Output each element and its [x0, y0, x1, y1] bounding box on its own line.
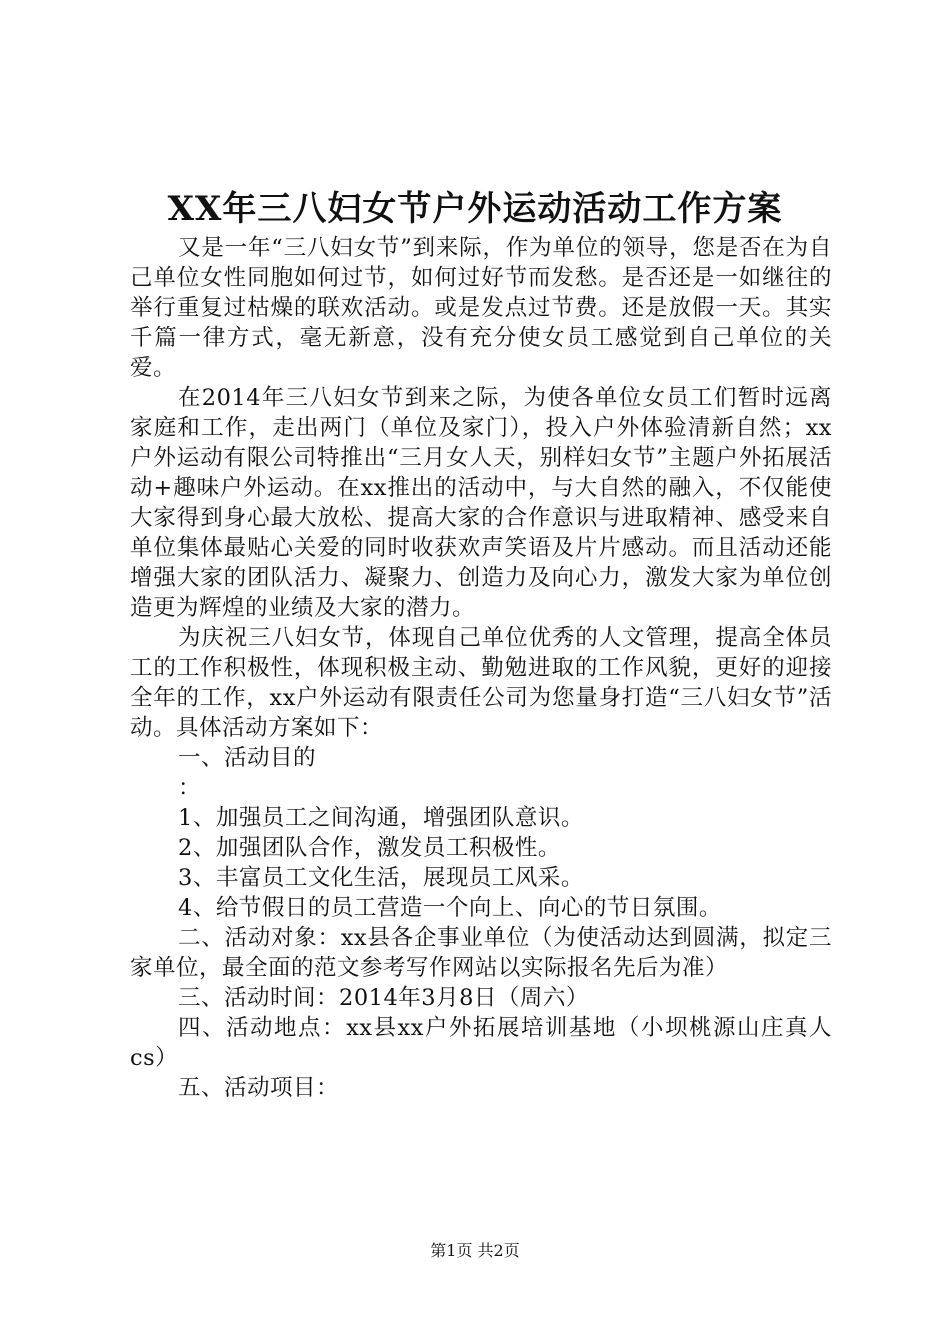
list-item-goal-1: 1、加强员工之间沟通，增强团队意识。 [178, 805, 584, 831]
page-footer: 第1页 共2页 [430, 1241, 520, 1260]
section-location: 四、活动地点：xx县xx户外拓展培训基地（小坝桃源山庄真人cs） [130, 1015, 832, 1071]
paragraph-purpose: 为庆祝三八妇女节，体现自己单位优秀的人文管理，提高全体员工的工作积极性，体现积极主动、勤勉进取的工作风貌，更好的迎接全年的工作，xx户外运动有限责任公司为您量身打造“三八妇女节”活动。具体活动方案如下： [130, 625, 832, 741]
paragraph-background: 在2014年三八妇女节到来之际，为使各单位女员工们暂时远离家庭和工作，走出两门（单位及家门），投入户外体验清新自然；xx户外运动有限公司特推出“三月女人天，别样妇女节”主题户外拓展活动+趣味户外运动。在xx推出的活动中，与大自然的融入，不仅能使大家得到身心最大放松、提高大家的合作意识与进取精神、感受来自单位集体最贴心关爱的同时收获欢声笑语及片片感动。而且活动还能增强大家的团队活力、凝聚力、创造力及向心力，激发大家为单位创造更为辉煌的业绩及大家的潜力。 [130, 385, 832, 621]
section-audience: 二、活动对象：xx县各企事业单位（为使活动达到圆满，拟定三家单位，最全面的范文参考写作网站以实际报名先后为准） [130, 925, 832, 981]
list-item-goal-4: 4、给节假日的员工营造一个向上、向心的节日氛围。 [178, 895, 722, 921]
list-item-goal-2: 2、加强团队合作，激发员工积极性。 [178, 835, 561, 861]
document-title: XX年三八妇女节户外运动活动工作方案 [167, 189, 783, 229]
document-body [130, 233, 832, 1103]
paragraph-colon: ： [178, 775, 202, 801]
paragraph-intro: 又是一年“三八妇女节”到来际，作为单位的领导，您是否在为自己单位女性同胞如何过节，如何过好节而发愁。是否还是一如继往的举行重复过枯燥的联欢活动。或是发点过节费。还是放假一天。其实千篇一律方式，毫无新意，没有充分使女员工感觉到自己单位的关爱。 [130, 235, 832, 381]
section-projects: 五、活动项目： [178, 1075, 340, 1101]
section-time: 三、活动时间：2014年3月8日（周六） [178, 985, 589, 1011]
section-heading-goals: 一、活动目的 [178, 745, 317, 771]
list-item-goal-3: 3、丰富员工文化生活，展现员工风采。 [178, 865, 584, 891]
